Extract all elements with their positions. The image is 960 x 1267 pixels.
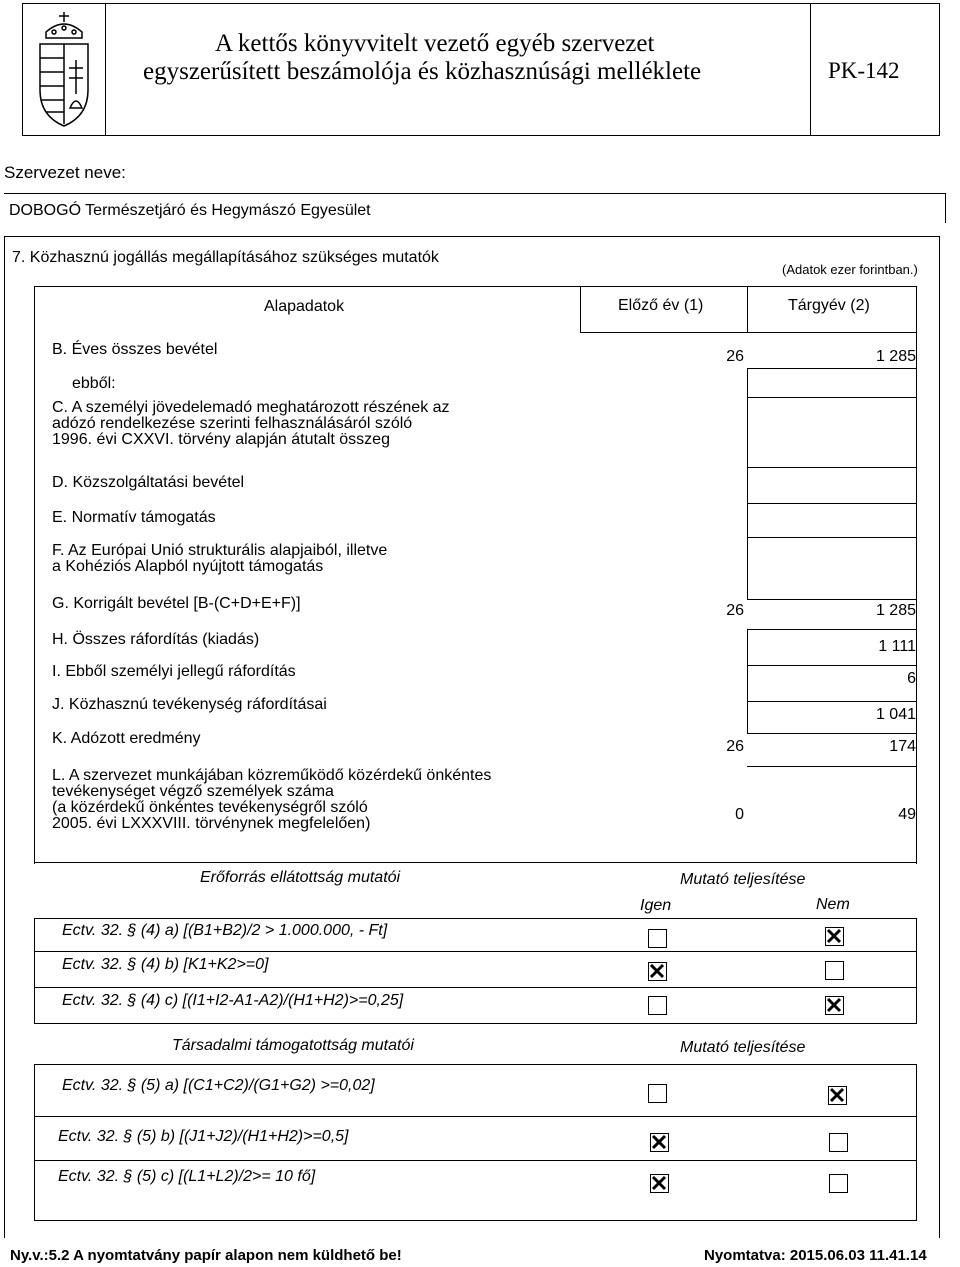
social-result-heading: Mutató teljesítése <box>680 1039 806 1056</box>
row-l-line-2: tevékenységet végző személyek száma <box>52 783 334 800</box>
row-l-line-3: (a közérdekű önkéntes tevékenységről szóló <box>52 799 368 816</box>
row-b-curr: 1 285 <box>875 348 916 365</box>
coat-of-arms-icon <box>32 8 96 130</box>
row-f-line-1: F. Az Európai Unió strukturális alapjaiból, illetve <box>52 542 388 559</box>
social-yes-checkbox[interactable] <box>650 1174 669 1193</box>
x-mark-icon <box>651 1134 667 1150</box>
section-title: 7. Közhasznú jogállás megállapításához szükséges mutatók <box>12 249 439 266</box>
row-h-label: H. Összes ráfordítás (kiadás) <box>52 631 260 648</box>
row-k-label: K. Adózott eredmény <box>52 730 201 747</box>
row-k-curr: 174 <box>889 738 916 755</box>
no-column-header: Nem <box>816 896 850 913</box>
x-mark-icon <box>651 1175 667 1191</box>
row-c-line-1: C. A személyi jövedelemadó meghatározott részének az <box>52 399 450 416</box>
resource-item-label: Ectv. 32. § (4) a) [(B1+B2)/2 > 1.000.000, - Ft] <box>62 922 388 939</box>
social-yes-checkbox[interactable] <box>650 1133 669 1152</box>
social-yes-checkbox[interactable] <box>648 1084 667 1103</box>
resources-result-heading: Mutató teljesítése <box>680 871 806 888</box>
row-i-curr: 6 <box>907 670 916 687</box>
row-e-label: E. Normatív támogatás <box>52 509 216 526</box>
row-c-line-3: 1996. évi CXXVI. törvény alapján átutalt összeg <box>52 431 390 448</box>
column-header-current-year: Tárgyév (2) <box>788 297 870 314</box>
resources-heading: Erőforrás ellátottság mutatói <box>200 869 401 886</box>
resource-yes-checkbox[interactable] <box>648 962 667 981</box>
row-l-line-4: 2005. évi LXXXVIII. törvénynek megfelelően) <box>52 815 371 832</box>
row-b-sub: ebből: <box>72 375 116 392</box>
social-item-label: Ectv. 32. § (5) b) [(J1+J2)/(H1+H2)>=0,5] <box>58 1128 349 1145</box>
x-mark-icon <box>826 997 842 1013</box>
row-l-line-1: L. A szervezet munkájában közreműködő közérdekű önkéntes <box>52 767 492 784</box>
social-no-checkbox[interactable] <box>828 1086 847 1105</box>
row-d-label: D. Közszolgáltatási bevétel <box>52 474 245 491</box>
row-b-prev: 26 <box>726 348 744 365</box>
yes-column-header: Igen <box>640 897 672 914</box>
column-header-basic: Alapadatok <box>264 298 345 315</box>
title-line-1: A kettős könyvvitelt vezető egyéb szervezet <box>215 30 655 57</box>
row-g-prev: 26 <box>726 602 744 619</box>
column-header-prev-year: Előző év (1) <box>618 297 704 314</box>
row-l-curr: 49 <box>898 806 916 823</box>
row-h-curr: 1 111 <box>878 638 916 655</box>
resource-no-checkbox[interactable] <box>825 996 844 1015</box>
x-mark-icon <box>826 928 842 944</box>
x-mark-icon <box>829 1087 845 1103</box>
form-code: PK-142 <box>828 58 900 83</box>
social-no-checkbox[interactable] <box>829 1174 848 1193</box>
row-b-label: B. Éves összes bevétel <box>52 341 218 358</box>
social-item-label: Ectv. 32. § (5) c) [(L1+L2)/2>= 10 fő] <box>58 1168 316 1185</box>
print-timestamp: Nyomtatva: 2015.06.03 11.41.14 <box>704 1247 927 1264</box>
row-f-line-2: a Kohéziós Alapból nyújtott támogatás <box>52 558 324 575</box>
resource-item-label: Ectv. 32. § (4) b) [K1+K2>=0] <box>62 956 269 973</box>
social-no-checkbox[interactable] <box>829 1133 848 1152</box>
org-name: DOBOGÓ Természetjáró és Hegymászó Egyesület <box>9 202 371 219</box>
row-g-label: G. Korrigált bevétel [B-(C+D+E+F)] <box>52 595 301 612</box>
social-heading: Társadalmi támogatottság mutatói <box>172 1037 414 1054</box>
resource-yes-checkbox[interactable] <box>648 929 667 948</box>
row-l-prev: 0 <box>735 806 744 823</box>
resource-no-checkbox[interactable] <box>825 927 844 946</box>
row-g-curr: 1 285 <box>875 602 916 619</box>
row-i-label: I. Ebből személyi jellegű ráfordítás <box>52 663 296 680</box>
row-j-label: J. Közhasznú tevékenység ráfordításai <box>52 696 327 713</box>
row-j-curr: 1 041 <box>875 706 916 723</box>
resource-item-label: Ectv. 32. § (4) c) [(I1+I2-A1-A2)/(H1+H2)>=0,25] <box>62 992 404 1009</box>
social-item-label: Ectv. 32. § (5) a) [(C1+C2)/(G1+G2) >=0,02] <box>62 1077 375 1094</box>
unit-note: (Adatok ezer forintban.) <box>782 262 918 277</box>
resource-yes-checkbox[interactable] <box>648 996 667 1015</box>
x-mark-icon <box>649 963 665 979</box>
row-k-prev: 26 <box>726 738 744 755</box>
footer-note: Ny.v.:5.2 A nyomtatvány papír alapon nem küldhető be! <box>10 1247 402 1264</box>
org-label: Szervezet neve: <box>4 163 126 182</box>
row-c-line-2: adózó rendelkezése szerinti felhasználásáról szóló <box>52 415 413 432</box>
title-line-2: egyszerűsített beszámolója és közhasznúsági melléklete <box>143 58 702 85</box>
resource-no-checkbox[interactable] <box>825 961 844 980</box>
